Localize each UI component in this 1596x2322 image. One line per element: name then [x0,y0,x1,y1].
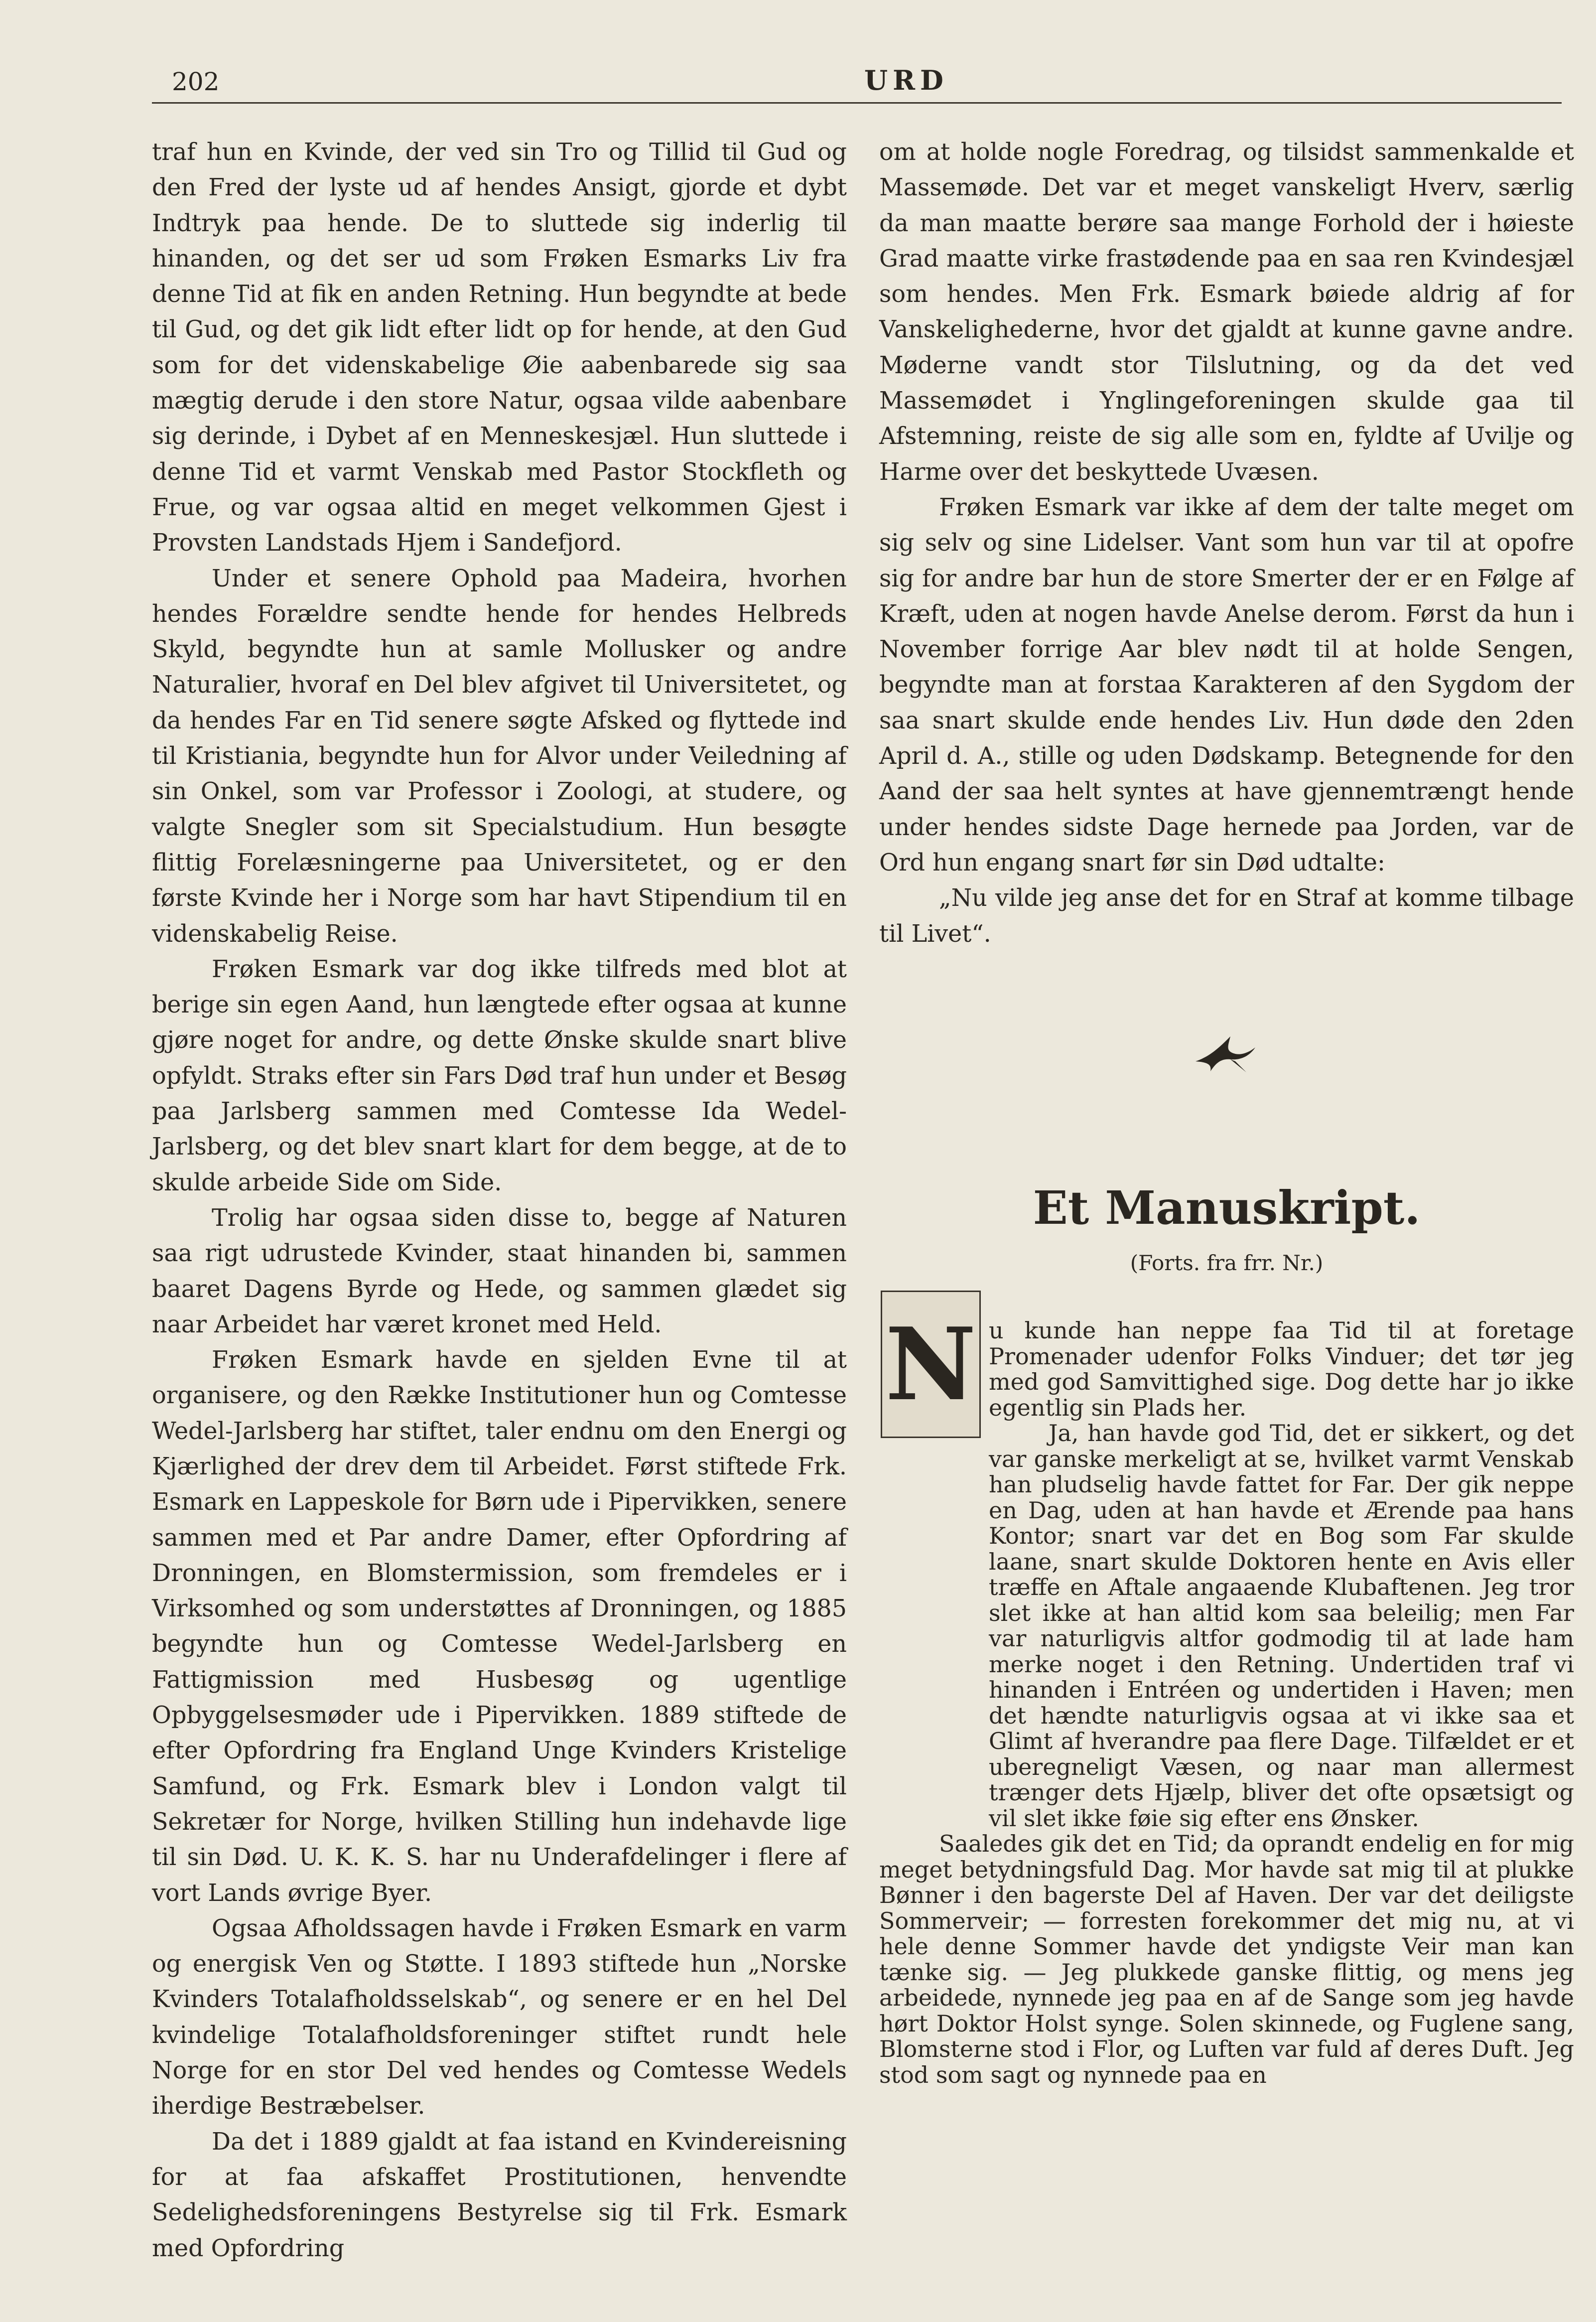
paragraph: u kunde han neppe faa Tid til at foretage Promenader udenfor Folks Vinduer; det tør jeg med god Samvittighed sige. Dog dette har jo ikke egentlig sin Plads her. [989,1317,1574,1421]
article-body [879,1318,1574,2088]
paragraph: Under et senere Ophold paa Madeira, hvorhen hendes Forældre sendte hende for hendes Helbreds Skyld, begyndte hun at samle Mollusker og andre Naturalier, hvoraf en Del blev afgivet til Universitetet, og da hendes Far en Tid senere søgte Afsked og flyttede ind til Kristiania, begyndte hun for Alvor under Veiledning af sin Onkel, som var Professor i Zoologi, at studere, og valgte Snegler som sit Specialstudium. Hun besøgte flittig Forelæsningerne paa Universitetet, og er den første Kvinde her i Norge som har havt Stipendium til en videnskabelig Reise. [152,565,847,948]
swallow-ornament-icon [1191,1026,1260,1076]
page-number: 202 [172,67,220,96]
paragraph: Saaledes gik det en Tid; da oprandt endelig en for mig meget betydningsfuld Dag. Mor havde sat mig til at plukke Bønner i den bagerste Del af Haven. Der var det deiligste Sommerveir; — forresten forekommer det mig nu, at vi hele denne Sommer havde det yndigste Veir man kan tænke sig. — Jeg plukkede ganske flittig, og mens jeg arbeidede, nynnede jeg paa en af de Sange som jeg havde hørt Doktor Holst synge. Solen skinnede, og Fuglene sang, Blomsterne stod i Flor, og Luften var fuld af deres Duft. Jeg stod som sagt og nynnede paa en [879,1830,1574,2088]
right-column [879,135,1574,952]
paragraph: Frøken Esmark havde en sjelden Evne til at organisere, og den Række Institutioner hun og Comtesse Wedel-Jarlsberg har stiftet, taler endnu om den Energi og Kjærlighed der drev dem til Arbeidet. Først stiftede Frk. Esmark en Lappeskole for Børn ude i Pipervikken, senere sammen med et Par andre Damer, efter Opfordring af Dronningen, en Blomstermission, som fremdeles er i Virksomhed og som understøttes af Dronningen, og 1885 begyndte hun og Comtesse Wedel-Jarlsberg en Fattigmission med Husbesøg og ugentlige Opbyggelsesmøder ude i Pipervikken. 1889 stiftede de efter Opfordring fra England Unge Kvinders Kristelige Samfund, og Frk. Esmark blev i London valgt til Sekretær for Norge, hvilken Stilling hun indehavde lige til sin Død. U. K. K. S. har nu Underafdelinger i flere af vort Lands øvrige Byer. [152,1346,847,1907]
paragraph: om at holde nogle Foredrag, og tilsidst sammenkalde et Massemøde. Det var et meget vanskeligt Hverv, særlig da man maatte berøre saa mange Forhold der i høieste Grad maatte virke frastødende paa en saa ren Kvindesjæl som hendes. Men Frk. Esmark bøiede aldrig af for Vanskelighederne, hvor det gjaldt at kunne gavne andre. Møderne vandt stor Tilslutning, og da det ved Massemødet i Ynglingeforeningen skulde gaa til Afstemning, reiste de sig alle som en, fyldte af Uvilje og Harme over det beskyttede Uvæsen. [879,139,1574,486]
paragraph: Frøken Esmark var dog ikke tilfreds med blot at berige sin egen Aand, hun længtede efter ogsaa at kunne gjøre noget for andre, og dette Ønske skulde snart blive opfyldt. Straks efter sin Fars Død traf hun under et Besøg paa Jarlsberg sammen med Comtesse Ida Wedel-Jarlsberg, og det blev snart klart for dem begge, at de to skulde arbeide Side om Side. [152,955,847,1196]
paragraph: Trolig har ogsaa siden disse to, begge af Naturen saa rigt udrustede Kvinder, staat hinanden bi, sammen baaret Dagens Byrde og Hede, og sammen glædet sig naar Arbeidet har været kronet med Held. [152,1204,847,1338]
paragraph: „Nu vilde jeg anse det for en Straf at komme tilbage til Livet“. [879,884,1574,948]
left-column [152,135,847,2266]
paragraph: Frøken Esmark var ikke af dem der talte meget om sig selv og sine Lidelser. Vant som hun var til at opofre sig for andre bar hun de store Smerter der er en Følge af Kræft, uden at nogen havde Anelse derom. Først da hun i November forrige Aar blev nødt til at holde Sengen, begyndte man at forstaa Karakteren af den Sygdom der saa snart skulde ende hendes Liv. Hun døde den 2den April d. A., stille og uden Dødskamp. Betegnende for den Aand der saa helt syntes at have gjennemtrængt hende under hendes sidste Dage hernede paa Jorden, var de Ord hun engang snart før sin Død udtalte: [879,493,1574,876]
decorative-initial: N [881,1291,981,1438]
paragraph: Ogsaa Afholdssagen havde i Frøken Esmark en varm og energisk Ven og Støtte. I 1893 stiftede hun „Norske Kvinders Totalafholdsselskab“, og senere er en hel Del kvindelige Totalafholdsforeninger stiftet rundt hele Norge for en stor Del ved hendes og Comtesse Wedels iherdige Bestræbelser. [152,1914,847,2120]
article-title: Et Manuskript. [1033,1181,1421,1235]
paragraph: Ja, han havde god Tid, det er sikkert, og det var ganske merkeligt at se, hvilket varmt Venskab han pludselig havde fattet for Far. Der gik neppe en Dag, uden at han havde et Ærende paa hans Kontor; snart var det en Bog som Far skulde laane, snart skulde Doktoren hente en Avis eller træffe en Aftale angaaende Klubaftenen. Jeg tror slet ikke at han altid kom saa beleilig; men Far var naturligvis altfor godmodig til at lade ham merke noget i den Retning. Undertiden traf vi hinanden i Entréen og undertiden i Haven; men det hændte naturligvis ogsaa at vi ikke saa et Glimt af hverandre paa flere Dage. Tilfældet er et uberegneligt Væsen, og naar man allermest trænger dets Hjælp, bliver det ofte opsætsigt og vil slet ikke føie sig efter ens Ønsker. [989,1420,1574,1832]
paragraph: Da det i 1889 gjaldt at faa istand en Kvindereisning for at faa afskaffet Prostitutionen, henvendte Sedelighedsforeningens Bestyrelse sig til Frk. Esmark med Opfordring [152,2128,847,2262]
running-title: URD [864,64,948,96]
article-subtitle: (Forts. fra frr. Nr.) [1130,1251,1324,1275]
page-header [152,62,1562,104]
paragraph: traf hun en Kvinde, der ved sin Tro og Tillid til Gud og den Fred der lyste ud af hendes Ansigt, gjorde et dybt Indtryk paa hende. De to sluttede sig inderlig til hinanden, og det ser ud som Frøken Esmarks Liv fra denne Tid at fik en anden Retning. Hun begyndte at bede til Gud, og det gik lidt efter lidt op for hende, at den Gud som for det videnskabelige Øie aabenbarede sig saa mægtig derude i den store Natur, ogsaa vilde aabenbare sig derinde, i Dybet af en Menneskesjæl. Hun sluttede i denne Tid et varmt Venskab med Pastor Stockfleth og Frue, og var ogsaa altid en meget velkommen Gjest i Provsten Landstads Hjem i Sandefjord. [152,139,847,557]
